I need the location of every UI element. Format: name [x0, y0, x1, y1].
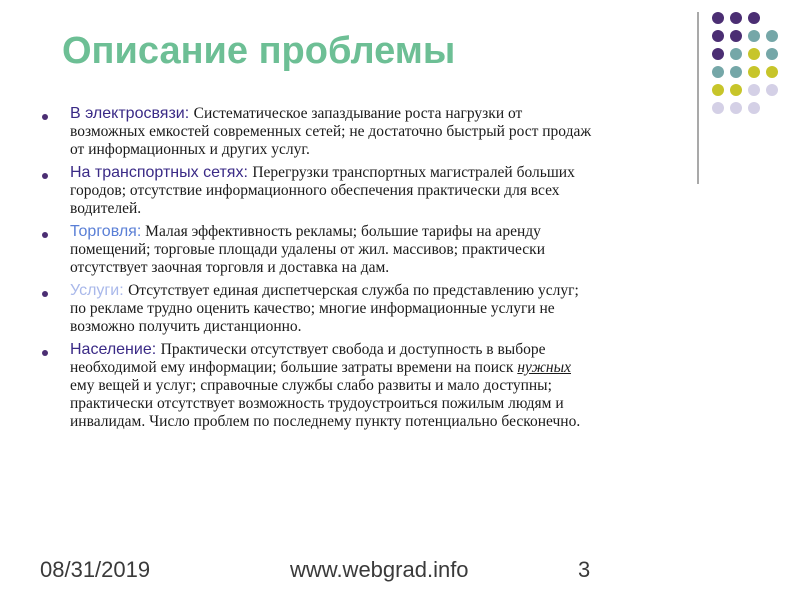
decorative-dot [748, 84, 760, 96]
bullet-icon [42, 350, 48, 356]
decorative-dot [730, 84, 742, 96]
list-item-services [40, 282, 710, 336]
item-text-line: инвалидам. Число проблем по последнему пункту потенциально бесконечно. [70, 413, 581, 430]
item-text-line: практически отсутствует возможность трудоустроиться пожилым людям и [70, 395, 564, 412]
decorative-dot [712, 66, 724, 78]
item-text-line: отсутствует заочная торговля и доставка на дам. [70, 259, 390, 276]
item-heading: В электросвязи [70, 105, 185, 122]
item-heading-separator: : [136, 223, 142, 240]
decorative-dot [748, 102, 760, 114]
underlined-word: нужных [517, 359, 571, 376]
item-text-line: от информационных и других услуг. [70, 141, 310, 158]
item-text-line: водителей. [70, 200, 142, 217]
item-text-line: возможно получить дистанционно. [70, 318, 302, 335]
decorative-dot [730, 102, 742, 114]
footer-date: 08/31/2019 [40, 557, 151, 582]
list-item-transport [40, 164, 710, 218]
footer-website: www.webgrad.info [290, 557, 469, 582]
decorative-dot [748, 48, 760, 60]
bullet-icon [42, 291, 48, 297]
bullet-icon [42, 173, 48, 179]
problem-list [40, 105, 710, 436]
item-heading-separator: : [119, 282, 129, 299]
item-text-line: помещений; торговые площади удалены от жил. массивов; практически [70, 241, 545, 258]
item-text-line: Перегрузки транспортных магистралей больших [252, 164, 575, 181]
item-heading: Население [70, 341, 152, 358]
item-text-line: по рекламе трудно оценить качество; многие информационные услуги не [70, 300, 555, 317]
item-text-line: ему вещей и услуг; справочные службы слабо развиты и мало доступны; [70, 377, 552, 394]
decorative-dot [730, 30, 742, 42]
list-item-trade [40, 223, 710, 277]
decorative-dot [748, 12, 760, 24]
decorative-dot [766, 66, 778, 78]
decorative-dot [766, 48, 778, 60]
item-heading: Торговля [70, 223, 137, 240]
decorative-dot [712, 12, 724, 24]
item-heading-separator: : [184, 105, 194, 122]
decorative-dot [748, 66, 760, 78]
list-item-telecom [40, 105, 710, 159]
decorative-dot [712, 102, 724, 114]
decorative-dot [712, 30, 724, 42]
slide-title: Описание проблемы [62, 30, 456, 72]
item-text-line: возможных емкостей современных сетей; не достаточно быстрый рост продаж [70, 123, 592, 140]
decorative-dot [730, 66, 742, 78]
footer-page-number: 3 [578, 557, 591, 582]
item-heading: На транспортных сетях [70, 164, 244, 181]
decorative-dot [712, 48, 724, 60]
decorative-dot [712, 84, 724, 96]
item-text-line: Отсутствует единая диспетчерская служба по представлению услуг; [128, 282, 579, 299]
bullet-icon [42, 114, 48, 120]
item-text-line: городов; отсутствие информационного обеспечения практически для всех [70, 182, 560, 199]
decorative-dot [730, 12, 742, 24]
item-heading-separator: : [151, 341, 161, 358]
item-text-line: Малая эффективность рекламы; большие тарифы на аренду [141, 223, 541, 240]
decorative-dot [748, 30, 760, 42]
item-text-line: Практически отсутствует свобода и доступность в выборе [160, 341, 546, 358]
item-text-line: необходимой ему информации; большие затраты времени на поиск [70, 359, 518, 376]
decorative-dot [766, 84, 778, 96]
item-text-line: Систематическое запаздывание роста нагрузки от [193, 105, 523, 122]
bullet-icon [42, 232, 48, 238]
decorative-dot [730, 48, 742, 60]
item-heading: Услуги [70, 282, 120, 299]
decorative-dot [766, 30, 778, 42]
item-heading-separator: : [243, 164, 253, 181]
list-item-population [40, 341, 710, 431]
